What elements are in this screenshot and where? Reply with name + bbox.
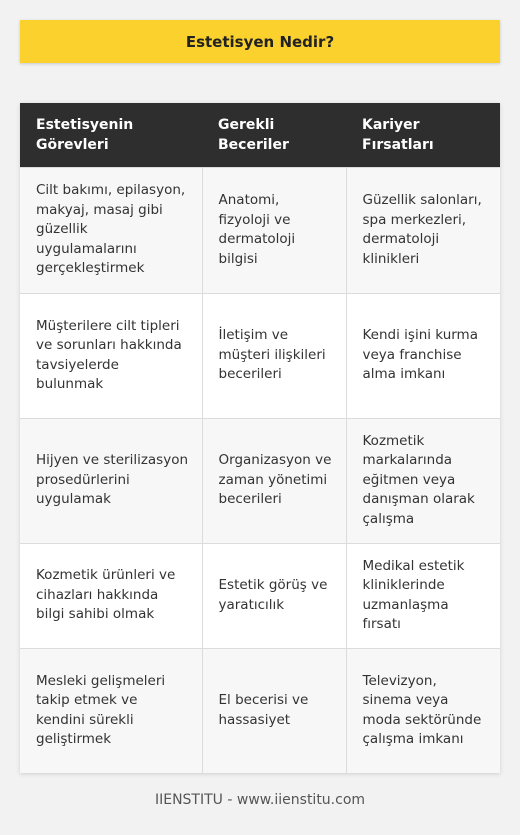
header-skills: Gerekli Beceriler: [202, 103, 346, 167]
table-cell: Medikal estetik kliniklerinde uzmanlaşma fırsatı: [346, 543, 500, 648]
table-cell: İletişim ve müşteri ilişkileri becerileri: [202, 293, 346, 418]
footer-credit: IIENSTITU - www.iienstitu.com: [154, 792, 366, 808]
table-cell: Estetik görüş ve yaratıcılık: [202, 543, 346, 648]
table-cell: Kozmetik ürünleri ve cihazları hakkında bilgi sahibi olmak: [20, 543, 202, 648]
table-cell: Kozmetik markalarında eğitmen veya danışman olarak çalışma: [346, 418, 500, 543]
header-duties: Estetisyenin Görevleri: [20, 103, 202, 167]
table-row: [20, 167, 500, 293]
table-cell: Kendi işini kurma veya franchise alma imkanı: [346, 293, 500, 418]
table-cell: El becerisi ve hassasiyet: [202, 648, 346, 773]
table-cell: Hijyen ve sterilizasyon prosedürlerini uygulamak: [20, 418, 202, 543]
title-banner: [20, 20, 500, 63]
table-row: [20, 648, 500, 773]
table-cell: Televizyon, sinema veya moda sektöründe çalışma imkanı: [346, 648, 500, 773]
info-table: [20, 103, 500, 773]
table-cell: Anatomi, fizyoloji ve dermatoloji bilgisi: [202, 167, 346, 293]
table-cell: Organizasyon ve zaman yönetimi becerileri: [202, 418, 346, 543]
header-careers: Kariyer Fırsatları: [346, 103, 500, 167]
table-header-row: [20, 103, 500, 167]
table-cell: Mesleki gelişmeleri takip etmek ve kendini sürekli geliştirmek: [20, 648, 202, 773]
page-title: Estetisyen Nedir?: [185, 32, 335, 51]
table-cell: Müşterilere cilt tipleri ve sorunları hakkında tavsiyelerde bulunmak: [20, 293, 202, 418]
table-row: [20, 418, 500, 543]
table-row: [20, 543, 500, 648]
table-cell: Güzellik salonları, spa merkezleri, dermatoloji klinikleri: [346, 167, 500, 293]
table-cell: Cilt bakımı, epilasyon, makyaj, masaj gibi güzellik uygulamalarını gerçekleştirmek: [20, 167, 202, 293]
table-row: [20, 293, 500, 418]
